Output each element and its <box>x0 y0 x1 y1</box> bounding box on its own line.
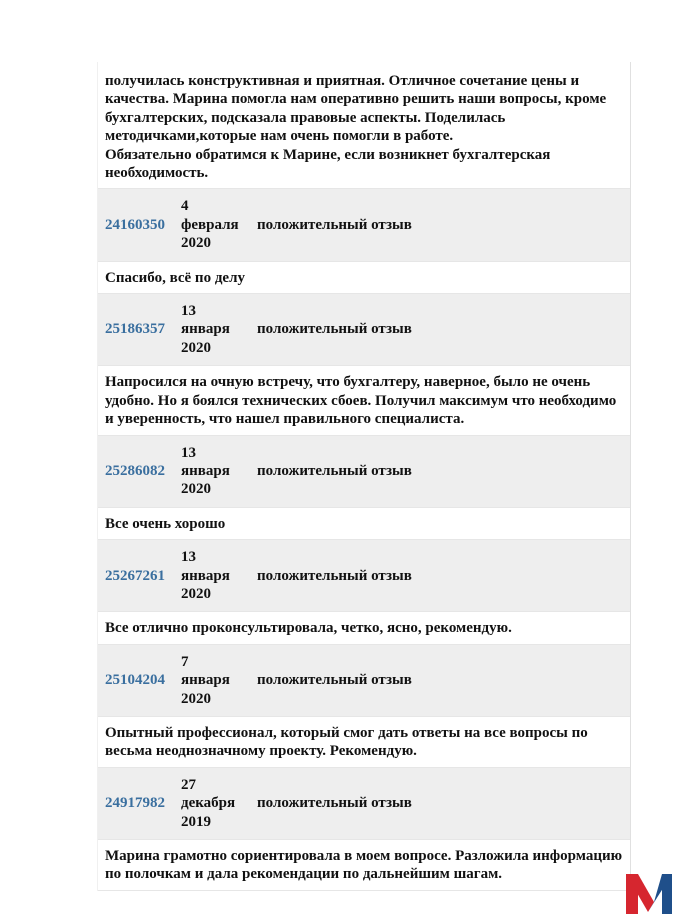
review-text: Напросился на очную встречу, что бухгалтеру, наверное, было не очень удобно. Но я боялся технических сбоев. Получил максимум что необходимо и уверенность, что нашел правильного специалиста. <box>98 366 630 435</box>
review-meta-row <box>98 540 630 612</box>
review-date-month: января <box>181 567 230 584</box>
review-meta-row <box>98 436 630 508</box>
review-date-day: 27 <box>181 776 196 793</box>
review-date-year: 2019 <box>181 813 211 830</box>
review-meta-row <box>98 189 630 261</box>
review-date <box>181 197 257 252</box>
review-id-link[interactable]: 25286082 <box>105 462 165 479</box>
review-date <box>181 302 257 357</box>
review-type: положительный отзыв <box>257 795 412 812</box>
review-text: Опытный профессионал, который смог дать ответы на все вопросы по весьма неоднозначному проекту. Рекомендую. <box>98 717 630 768</box>
review-text: Все очень хорошо <box>98 508 630 540</box>
review-date-month: февраля <box>181 216 239 233</box>
review-date-month: декабря <box>181 795 236 812</box>
review-date-day: 13 <box>181 303 196 320</box>
review-meta-row <box>98 645 630 717</box>
review-text: Спасибо, всё по делу <box>98 262 630 294</box>
review-text: Марина грамотно сориентировала в моем вопросе. Разложила информацию по полочкам и дала рекомендации по дальнейшим шагам. <box>98 840 630 891</box>
review-meta-row <box>98 768 630 840</box>
review-date <box>181 444 257 499</box>
review-date-month: января <box>181 321 230 338</box>
review-meta-row <box>98 294 630 366</box>
review-date-year: 2020 <box>181 481 211 498</box>
review-date-day: 7 <box>181 653 189 670</box>
review-type: положительный отзыв <box>257 462 412 479</box>
review-type: положительный отзыв <box>257 216 412 233</box>
review-type: положительный отзыв <box>257 672 412 689</box>
review-date-day: 13 <box>181 444 196 461</box>
m-logo-icon <box>624 872 674 916</box>
review-date-day: 4 <box>181 198 189 215</box>
review-id-link[interactable]: 25267261 <box>105 567 165 584</box>
logo-blue-stroke <box>662 874 672 914</box>
review-id-link[interactable]: 25186357 <box>105 321 165 338</box>
review-id-link[interactable]: 24160350 <box>105 216 165 233</box>
review-date-year: 2020 <box>181 339 211 356</box>
review-type: положительный отзыв <box>257 567 412 584</box>
review-date-day: 13 <box>181 549 196 566</box>
review-text: Все отлично проконсультировала, четко, ясно, рекомендую. <box>98 612 630 644</box>
review-container <box>98 189 630 890</box>
review-date-year: 2020 <box>181 690 211 707</box>
review-date-month: января <box>181 462 230 479</box>
review-date-year: 2020 <box>181 585 211 602</box>
review-date <box>181 548 257 603</box>
review-date-year: 2020 <box>181 235 211 252</box>
intro-text: получилась конструктивная и приятная. Отличное сочетание цены и качества. Марина помогла нам оперативно решить наши вопросы, кроме бухгалтерских, подсказала правовые аспекты. Поделилась методичками,которые нам очень помогли в работе. Обязательно обратимся к Марине, если возникнет бухгалтерская необходимость. <box>105 73 607 182</box>
review-date <box>181 776 257 831</box>
review-id-link[interactable]: 24917982 <box>105 795 165 812</box>
review-id-link[interactable]: 25104204 <box>105 672 165 689</box>
review-date-month: января <box>181 672 230 689</box>
review-date <box>181 653 257 708</box>
reviews-list <box>97 62 631 891</box>
review-text <box>98 62 630 189</box>
review-type: положительный отзыв <box>257 321 412 338</box>
